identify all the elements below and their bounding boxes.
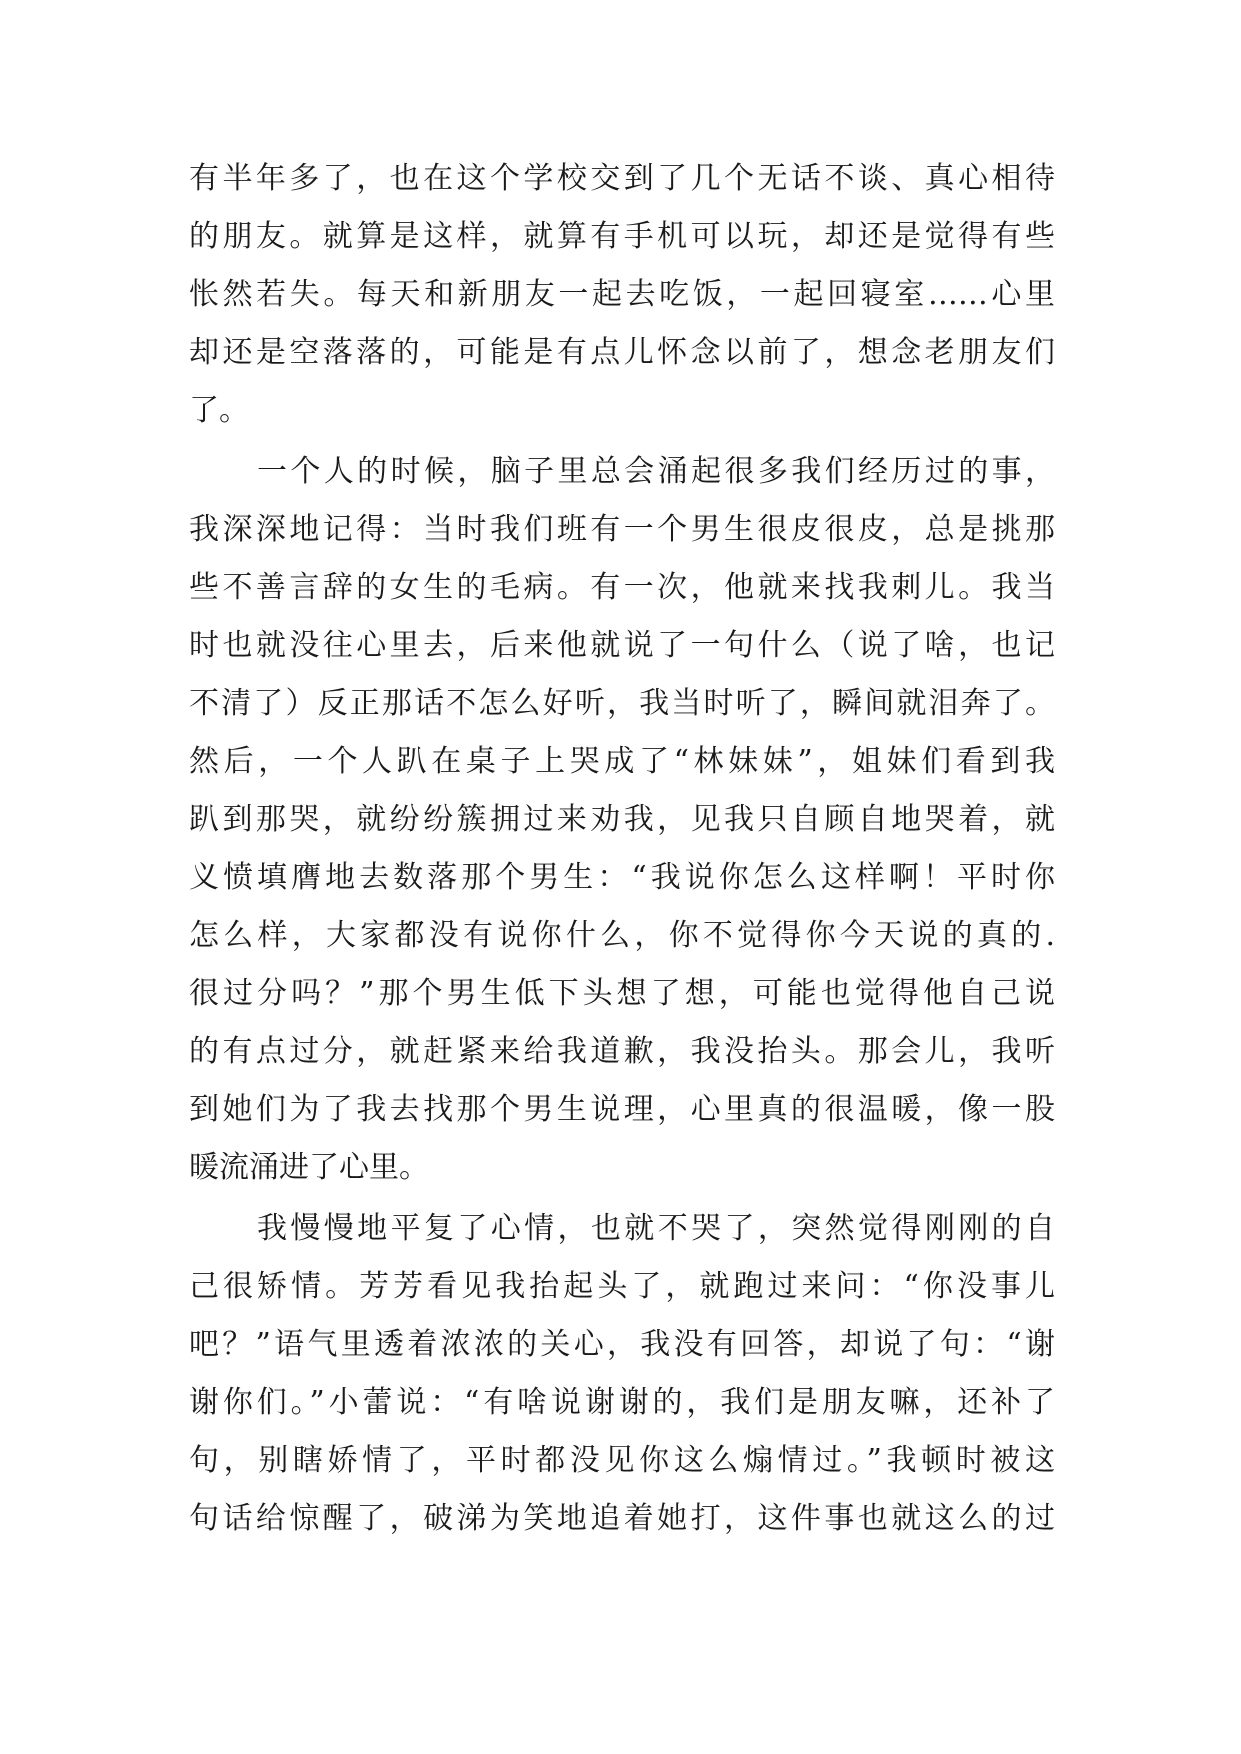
- text-line: 怅然若失。每天和新朋友一起去吃饭，一起回寝室……心里: [189, 277, 1055, 312]
- text-line: 然后，一个人趴在桌子上哭成了“林妹妹”，姐妹们看到我: [189, 744, 1055, 779]
- paragraph-1: [189, 150, 1055, 440]
- text-line: 暖流涌进了心里。: [189, 1150, 429, 1185]
- text-line: 己很矫情。芳芳看见我抬起头了，就跑过来问：“你没事儿: [189, 1269, 1055, 1304]
- document-body: [189, 150, 1055, 1548]
- text-line: 却还是空落落的，可能是有点儿怀念以前了，想念老朋友们: [189, 335, 1055, 370]
- text-line: 一个人的时候，脑子里总会涌起很多我们经历过的事，: [257, 454, 1055, 489]
- text-line: 谢你们。”小蕾说：“有啥说谢谢的，我们是朋友嘛，还补了: [189, 1385, 1055, 1420]
- paragraph-2: [189, 443, 1055, 1197]
- text-line: 到她们为了我去找那个男生说理，心里真的很温暖，像一股: [189, 1092, 1055, 1127]
- text-line: 句，别瞎娇情了，平时都没见你这么煽情过。”我顿时被这: [189, 1443, 1055, 1478]
- text-line: 我慢慢地平复了心情，也就不哭了，突然觉得刚刚的自: [257, 1211, 1055, 1246]
- text-line: 不清了）反正那话不怎么好听，我当时听了，瞬间就泪奔了。: [189, 686, 1055, 721]
- text-line: 时也就没往心里去，后来他就说了一句什么（说了啥，也记: [189, 628, 1055, 663]
- text-line: 句话给惊醒了，破涕为笑地追着她打，这件事也就这么的过: [189, 1501, 1055, 1536]
- text-line: 有半年多了，也在这个学校交到了几个无话不谈、真心相待: [189, 161, 1055, 196]
- text-line: 义愤填膺地去数落那个男生：“我说你怎么这样啊！平时你: [189, 860, 1055, 895]
- text-line: 了。: [189, 393, 249, 428]
- text-line: 我深深地记得：当时我们班有一个男生很皮很皮，总是挑那: [189, 512, 1055, 547]
- text-line: 吧？”语气里透着浓浓的关心，我没有回答，却说了句：“谢: [189, 1327, 1055, 1362]
- text-line: 怎么样，大家都没有说你什么，你不觉得你今天说的真的.: [189, 918, 1055, 953]
- paragraph-3: [189, 1200, 1055, 1548]
- text-line: 的朋友。就算是这样，就算有手机可以玩，却还是觉得有些: [189, 219, 1055, 254]
- text-line: 的有点过分，就赶紧来给我道歉，我没抬头。那会儿，我听: [189, 1034, 1055, 1069]
- text-line: 很过分吗？”那个男生低下头想了想，可能也觉得他自己说: [189, 976, 1055, 1011]
- text-line: 些不善言辞的女生的毛病。有一次，他就来找我刺儿。我当: [189, 570, 1055, 605]
- text-line: 趴到那哭，就纷纷簇拥过来劝我，见我只自顾自地哭着，就: [189, 802, 1055, 837]
